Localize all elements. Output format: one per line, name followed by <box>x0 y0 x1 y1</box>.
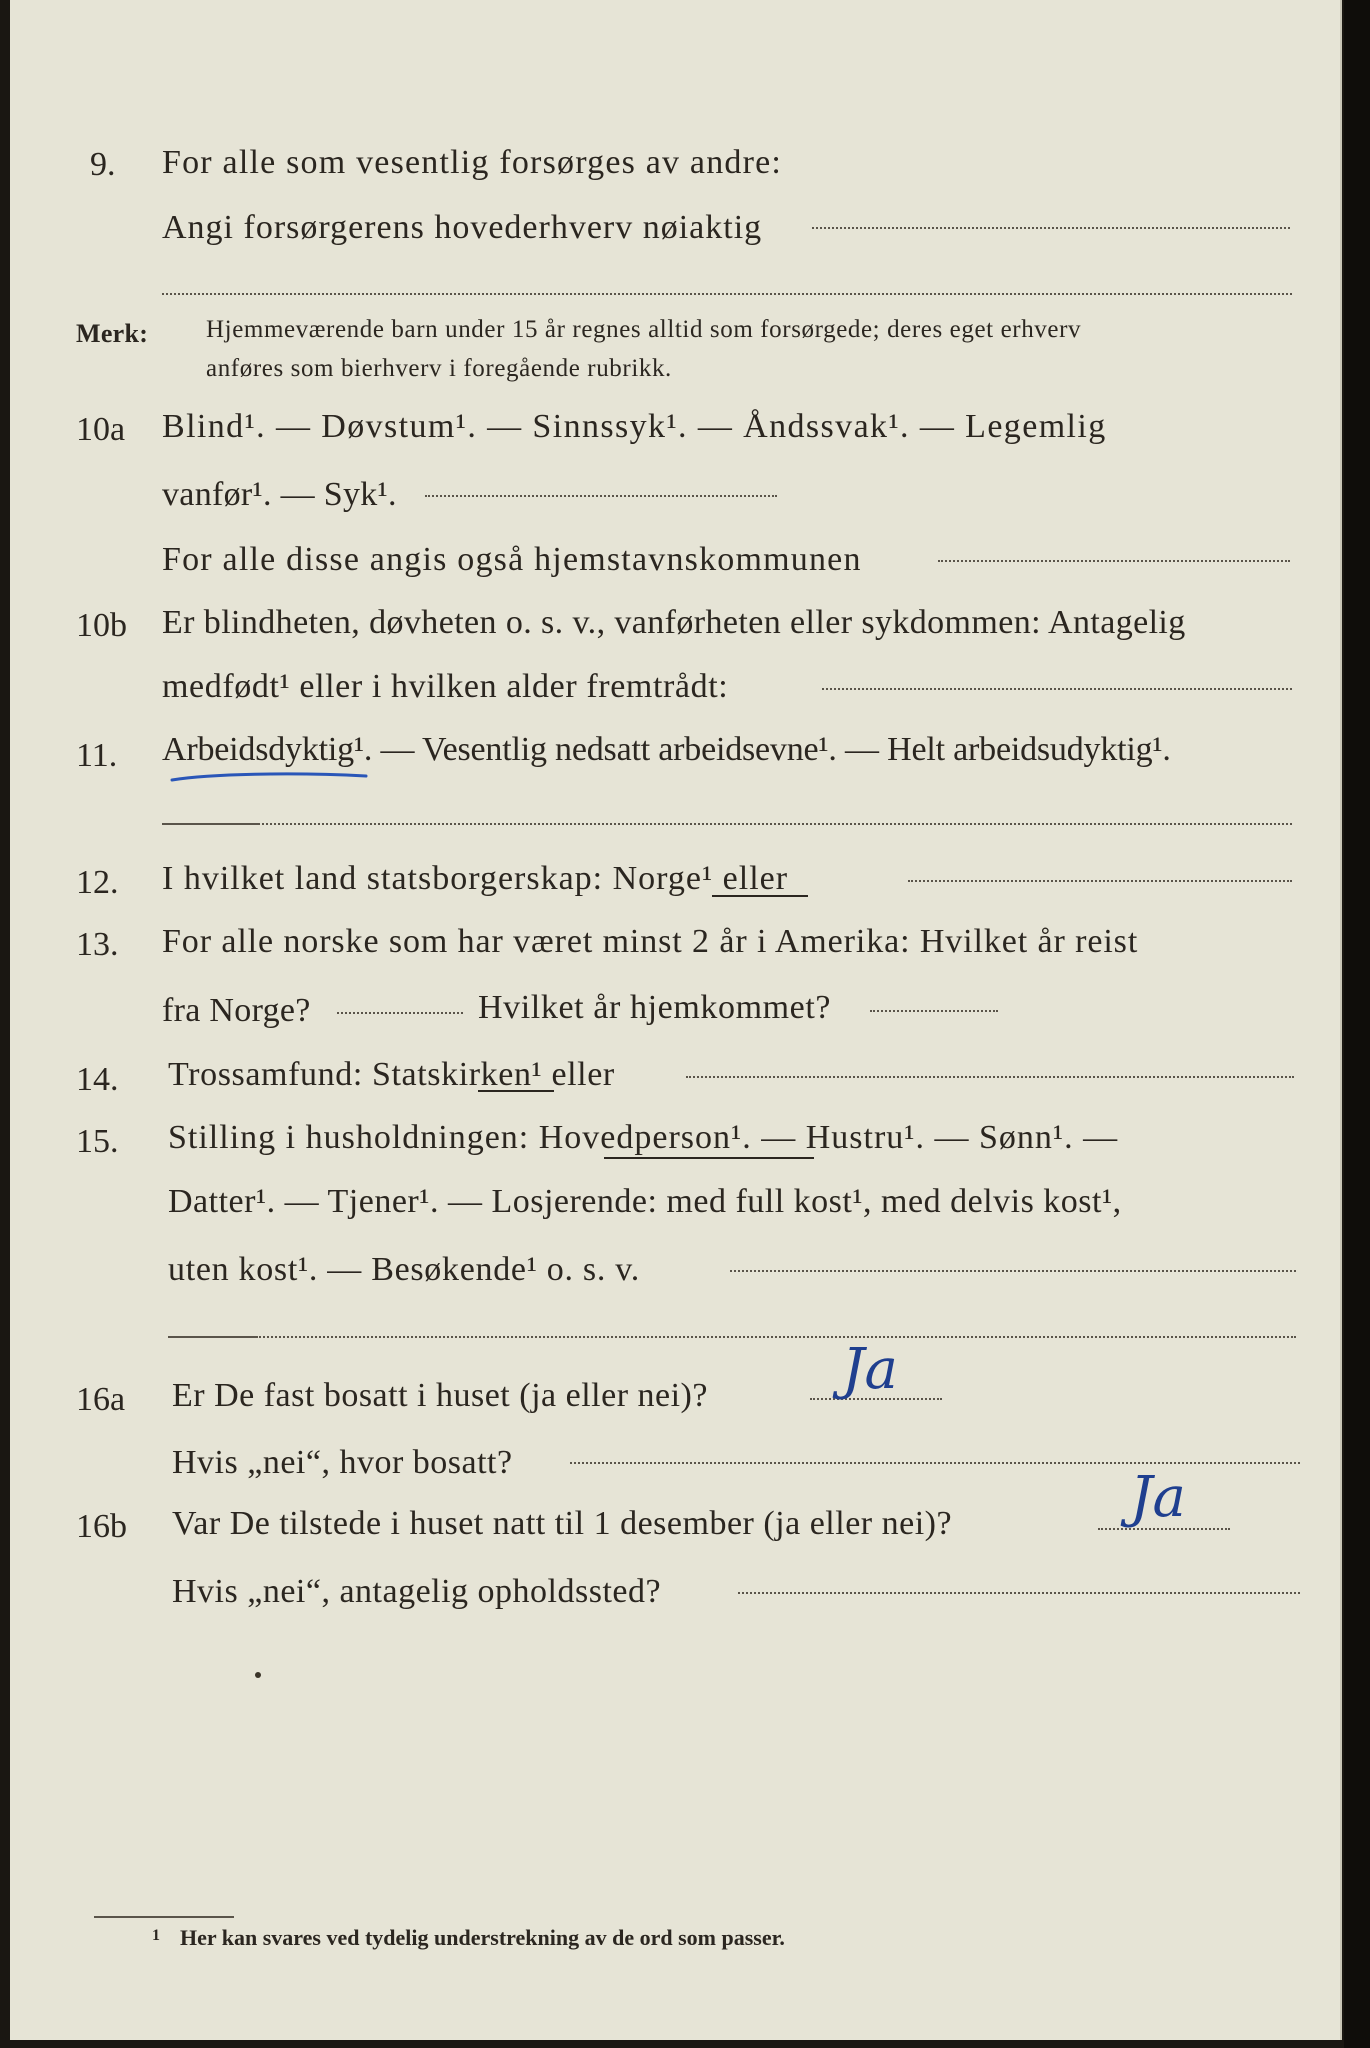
q15-line3: uten kost¹. — Besøkende¹ o. s. v. <box>168 1251 640 1288</box>
q15-line2: Datter¹. — Tjener¹. — Losjerende: med full kost¹, med delvis kost¹, <box>168 1183 1122 1220</box>
q13-hjemkommet-line <box>870 1010 998 1012</box>
q11-line1: Arbeidsdyktig¹. — Vesentlig nedsatt arbeidsevne¹. — Helt arbeidsudyktig¹. <box>162 731 1171 768</box>
q11-handwritten-underline <box>170 768 370 788</box>
q14-line1: Trossamfund: Statskirken¹ eller <box>168 1056 615 1093</box>
q10a-number: 10a <box>76 411 126 448</box>
q12-number: 12. <box>76 864 119 901</box>
q15-answer-line <box>730 1270 1296 1272</box>
q16b-opholdssted-line <box>738 1592 1300 1594</box>
census-form-page <box>10 0 1342 2040</box>
q14-statskirken-underline <box>478 1090 554 1092</box>
q15-number: 15. <box>76 1123 119 1160</box>
q14-number: 14. <box>76 1061 119 1098</box>
q12-answer-line <box>908 880 1292 882</box>
q16a-line2: Hvis „nei“, hvor bosatt? <box>172 1444 513 1481</box>
q16a-handwritten-answer: Ja <box>842 1337 898 1402</box>
q9-number: 9. <box>90 146 116 183</box>
q16b-handwritten-answer: Ja <box>1130 1465 1186 1530</box>
q10a-line3: For alle disse angis også hjemstavnskommunen <box>162 541 862 578</box>
q13-number: 13. <box>76 926 119 963</box>
q10a-line1: Blind¹. — Døvstum¹. — Sinnssyk¹. — Åndssvak¹. — Legemlig <box>162 408 1107 445</box>
footnote-rule <box>94 1916 234 1918</box>
q15-extra-line <box>168 1336 1296 1338</box>
q16a-bosatt-line <box>570 1462 1300 1464</box>
q9-extra-line <box>162 293 1292 295</box>
q9-answer-line <box>812 227 1290 229</box>
q9-line2: Angi forsørgerens hovederhverv nøiaktig <box>162 209 763 246</box>
q10b-number: 10b <box>76 607 127 644</box>
q11-number: 11. <box>76 737 118 774</box>
q12-norge-underline <box>712 895 808 897</box>
q16b-line2: Hvis „nei“, antagelig opholdssted? <box>172 1573 662 1610</box>
q10b-line2: medfødt¹ eller i hvilken alder fremtrådt: <box>162 668 729 705</box>
q13-reist-line <box>337 1012 463 1014</box>
scan-border <box>1344 0 1370 2048</box>
q10b-line1: Er blindheten, døvheten o. s. v., vanførheten eller sykdommen: Antagelig <box>162 604 1186 641</box>
q13-line1: For alle norske som har været minst 2 år i Amerika: Hvilket år reist <box>162 923 1139 960</box>
q11-extra-line <box>162 823 1292 825</box>
q15-solid-segment <box>168 1336 258 1338</box>
footnote-text: Her kan svares ved tydelig understrekning av de ord som passer. <box>180 1925 785 1950</box>
merk-label: Merk: <box>76 319 149 348</box>
q15-line1: Stilling i husholdningen: Hovedperson¹. — Hustru¹. — Sønn¹. — <box>168 1119 1119 1156</box>
footnote-mark: 1 <box>152 1927 160 1944</box>
q13-line2b: Hvilket år hjemkommet? <box>478 989 832 1026</box>
q16b-number: 16b <box>76 1508 127 1545</box>
q12-line1: I hvilket land statsborgerskap: Norge¹ eller <box>162 860 789 897</box>
q14-answer-line <box>686 1076 1294 1078</box>
ink-dot <box>255 1672 261 1678</box>
q10a-kommune-line <box>938 560 1290 562</box>
merk-line1: Hjemmeværende barn under 15 år regnes alltid som forsørgede; deres eget erhverv <box>206 316 1082 343</box>
q16a-line1: Er De fast bosatt i huset (ja eller nei)? <box>172 1377 708 1414</box>
q13-line2a: fra Norge? <box>162 992 311 1029</box>
q10b-answer-line <box>822 688 1292 690</box>
q10a-syk-line <box>425 495 777 497</box>
q15-hovedperson-underline <box>604 1157 814 1159</box>
q9-line1: For alle som vesentlig forsørges av andre: <box>162 144 783 181</box>
merk-line2: anføres som bierhverv i foregående rubrikk. <box>206 355 672 382</box>
q10a-line2: vanfør¹. — Syk¹. <box>162 476 397 513</box>
q16b-line1: Var De tilstede i huset natt til 1 desember (ja eller nei)? <box>172 1505 953 1542</box>
q11-solid-segment <box>162 823 258 825</box>
q16a-number: 16a <box>76 1381 126 1418</box>
